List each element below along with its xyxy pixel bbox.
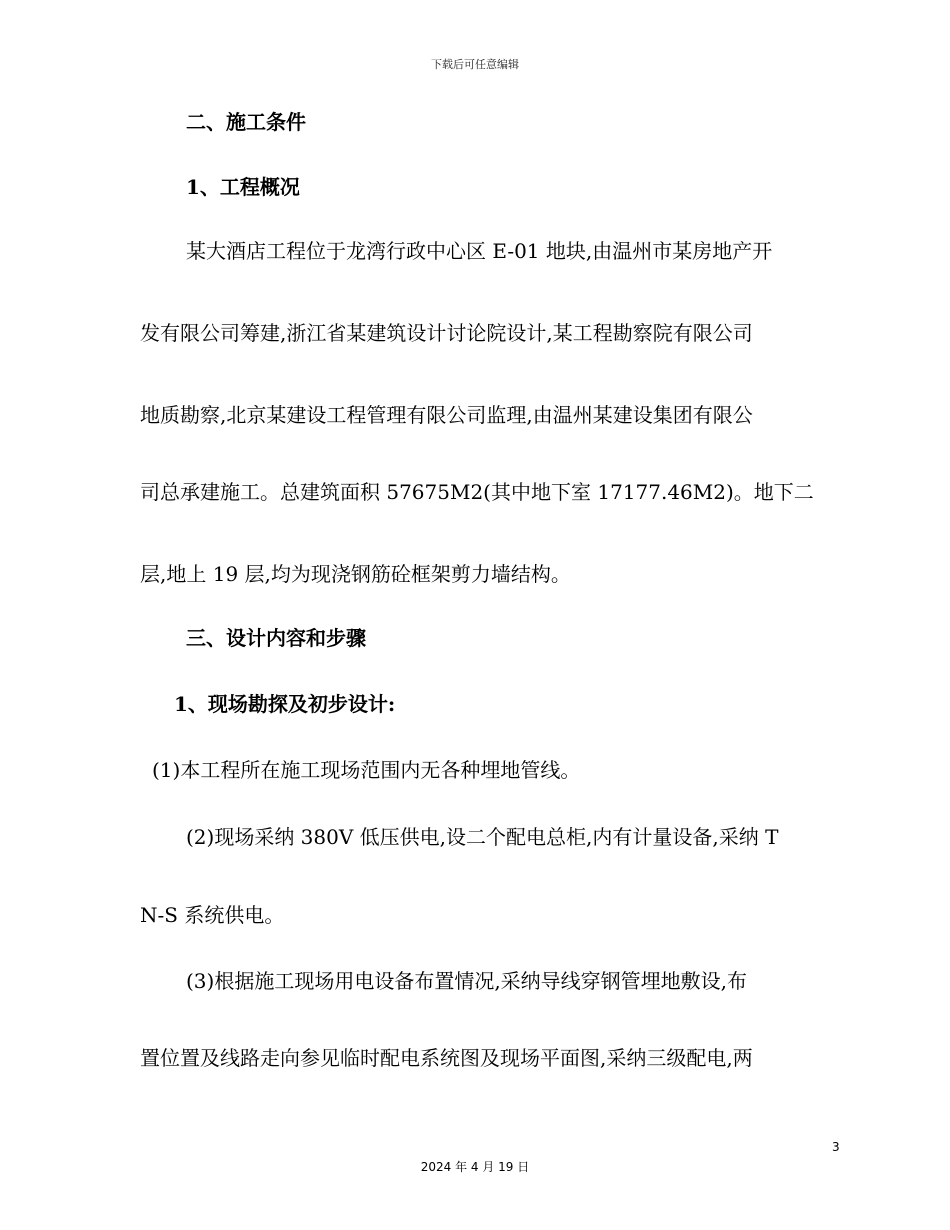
item-2-line-1: (2)现场采纳 380V 低压供电,设二个配电总柜,内有计量设备,采纳 T	[186, 825, 779, 849]
page-number: 3	[832, 1140, 840, 1154]
overview-line-4: 司总承建施工。总建筑面积 57675M2(其中地下室 17177.46M2)。地下二	[140, 480, 814, 504]
section-heading-design-content: 三、设计内容和步骤	[186, 626, 366, 650]
footer-date: 2024 年 4 月 19 日	[420, 1160, 530, 1174]
item-2-line-2: N-S 系统供电。	[140, 903, 285, 927]
subheading-site-survey: 1、现场勘探及初步设计:	[174, 692, 396, 716]
subheading-project-overview: 1、工程概况	[186, 175, 300, 199]
overview-line-2: 发有限公司筹建,浙江省某建筑设计讨论院设计,某工程勘察院有限公司	[140, 321, 753, 345]
overview-line-1: 某大酒店工程位于龙湾行政中心区 E-01 地块,由温州市某房地产开	[186, 239, 773, 263]
item-3-line-2: 置位置及线路走向参见临时配电系统图及现场平面图,采纳三级配电,两	[140, 1046, 753, 1070]
item-3-line-1: (3)根据施工现场用电设备布置情况,采纳导线穿钢管埋地敷设,布	[186, 969, 748, 993]
overview-line-3: 地质勘察,北京某建设工程管理有限公司监理,由温州某建设集团有限公	[140, 403, 753, 427]
section-heading-construction-conditions: 二、施工条件	[186, 110, 306, 134]
overview-line-5: 层,地上 19 层,均为现浇钢筋砼框架剪力墙结构。	[140, 562, 571, 586]
page-header-note: 下载后可任意编辑	[431, 58, 519, 71]
item-1-text: (1)本工程所在施工现场范围内无各种埋地管线。	[152, 758, 581, 782]
